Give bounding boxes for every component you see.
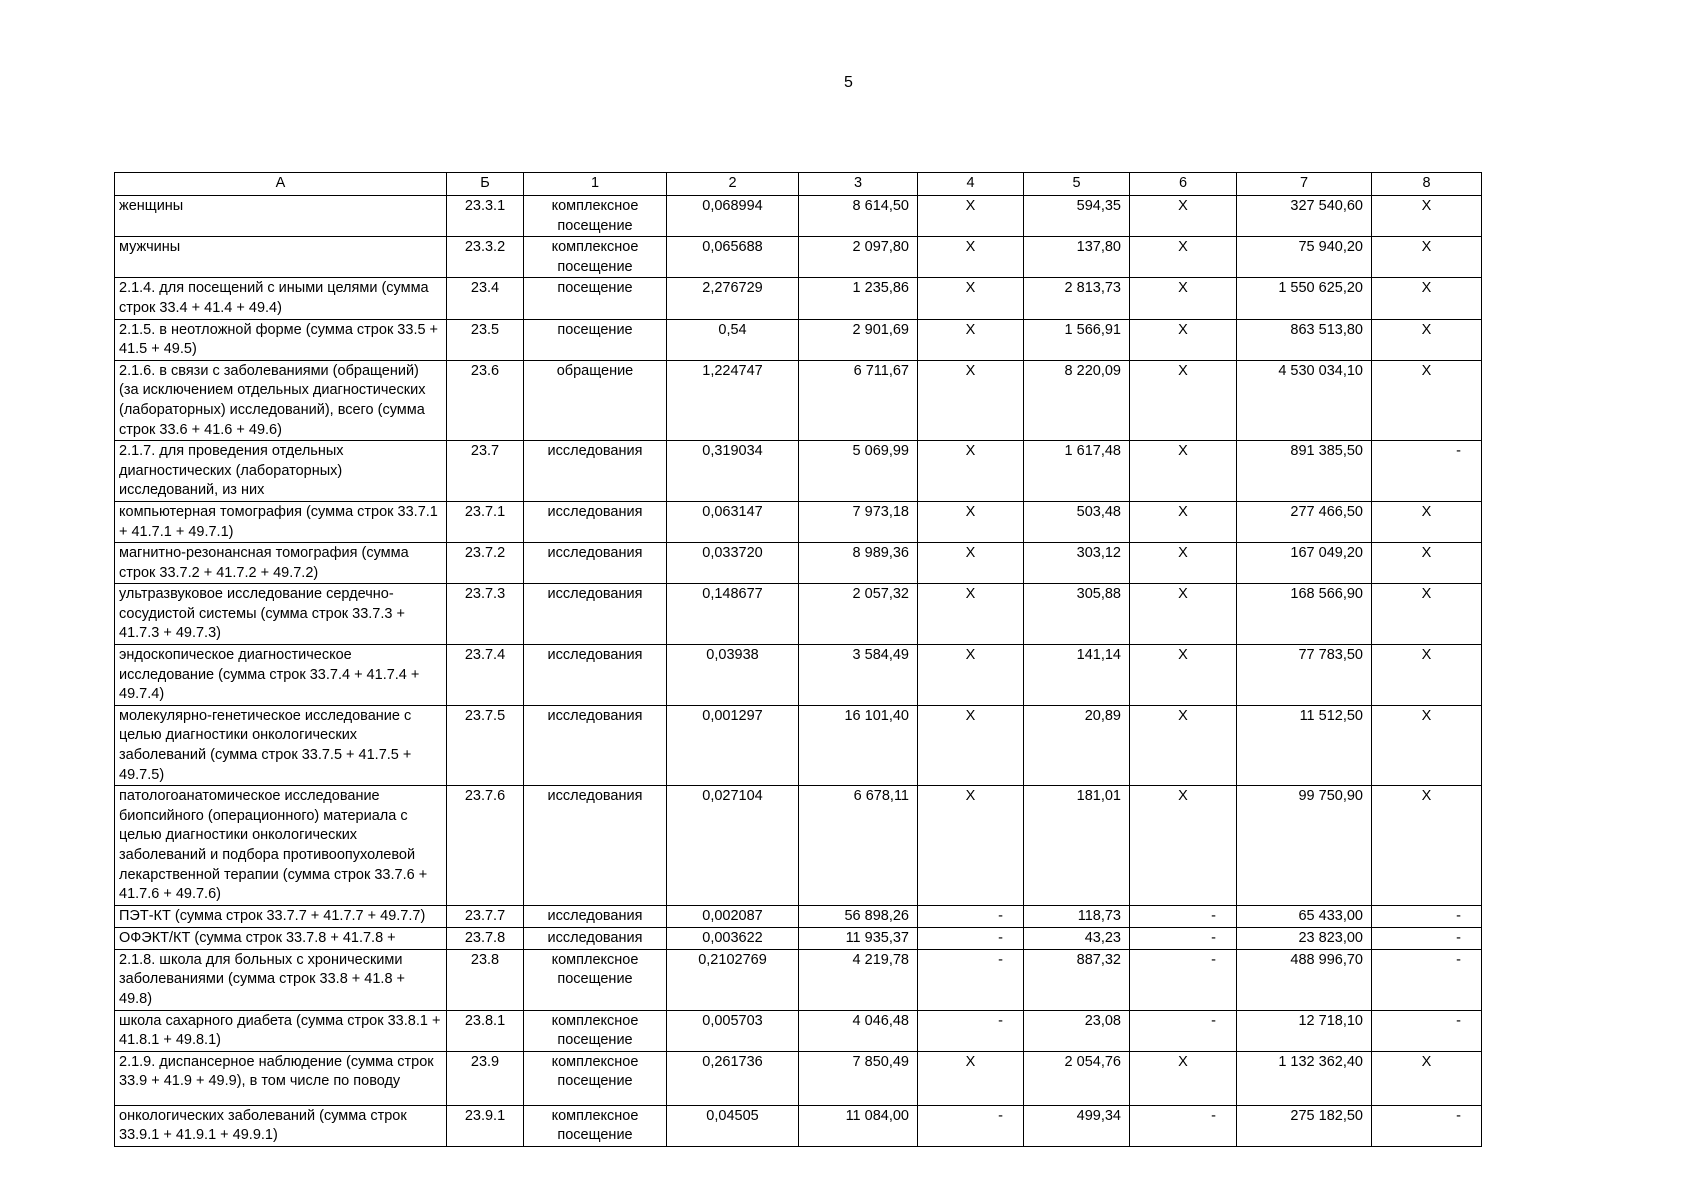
- table-cell-col-3: 16 101,40: [799, 705, 918, 785]
- table-cell-col-a: 2.1.5. в неотложной форме (сумма строк 33.5 + 41.5 + 49.5): [115, 319, 447, 360]
- table-cell-col-3: 7 973,18: [799, 501, 918, 542]
- table-cell-col-3: 2 057,32: [799, 584, 918, 645]
- table-cell-col-6: Х: [1130, 441, 1237, 502]
- table-cell-col-8: Х: [1372, 501, 1482, 542]
- table-cell-col-5: 303,12: [1024, 543, 1130, 584]
- table-cell-col-1: комплексное посещение: [524, 237, 667, 278]
- table-row: [115, 441, 1482, 502]
- table-cell-col-1: исследования: [524, 905, 667, 927]
- table-row: [115, 360, 1482, 440]
- table-cell-col-1: исследования: [524, 501, 667, 542]
- header-cell-col-8: 8: [1372, 173, 1482, 196]
- table-cell-col-a: магнитно-резонансная томография (сумма строк 33.7.2 + 41.7.2 + 49.7.2): [115, 543, 447, 584]
- table-cell-col-3: 56 898,26: [799, 905, 918, 927]
- table-cell-col-1: комплексное посещение: [524, 1051, 667, 1105]
- table-cell-col-a: мужчины: [115, 237, 447, 278]
- table-cell-col-8: Х: [1372, 278, 1482, 319]
- table-cell-col-3: 5 069,99: [799, 441, 918, 502]
- table-cell-col-8: Х: [1372, 645, 1482, 706]
- table-cell-col-7: 23 823,00: [1237, 927, 1372, 949]
- header-cell-col-7: 7: [1237, 173, 1372, 196]
- table-cell-col-7: 4 530 034,10: [1237, 360, 1372, 440]
- table-cell-col-5: 1 617,48: [1024, 441, 1130, 502]
- header-cell-col-4: 4: [918, 173, 1024, 196]
- header-cell-col-3: 3: [799, 173, 918, 196]
- table-cell-col-4: Х: [918, 196, 1024, 237]
- table-cell-col-5: 2 054,76: [1024, 1051, 1130, 1105]
- table-cell-col-6: -: [1130, 1105, 1237, 1146]
- table-cell-col-b: 23.7.2: [447, 543, 524, 584]
- table-cell-col-b: 23.5: [447, 319, 524, 360]
- table-cell-col-b: 23.9: [447, 1051, 524, 1105]
- table-cell-col-3: 7 850,49: [799, 1051, 918, 1105]
- table-cell-col-2: 0,001297: [667, 705, 799, 785]
- table-cell-col-6: Х: [1130, 501, 1237, 542]
- table-cell-col-a: 2.1.9. диспансерное наблюдение (сумма строк 33.9 + 41.9 + 49.9), в том числе по поводу: [115, 1051, 447, 1105]
- table-cell-col-6: Х: [1130, 196, 1237, 237]
- table-cell-col-5: 503,48: [1024, 501, 1130, 542]
- table-cell-col-4: Х: [918, 786, 1024, 906]
- table-row: [115, 584, 1482, 645]
- page-number: 5: [844, 74, 853, 91]
- table-row: [115, 237, 1482, 278]
- table-cell-col-3: 1 235,86: [799, 278, 918, 319]
- table-cell-col-4: Х: [918, 360, 1024, 440]
- table-cell-col-7: 99 750,90: [1237, 786, 1372, 906]
- table-cell-col-8: Х: [1372, 319, 1482, 360]
- table-cell-col-b: 23.3.1: [447, 196, 524, 237]
- table-cell-col-5: 8 220,09: [1024, 360, 1130, 440]
- table-row: [115, 927, 1482, 949]
- table-cell-col-4: -: [918, 927, 1024, 949]
- table-cell-col-b: 23.7.6: [447, 786, 524, 906]
- table-cell-col-4: Х: [918, 319, 1024, 360]
- table-cell-col-2: 0,065688: [667, 237, 799, 278]
- table-cell-col-b: 23.4: [447, 278, 524, 319]
- table-cell-col-6: -: [1130, 927, 1237, 949]
- table-cell-col-7: 65 433,00: [1237, 905, 1372, 927]
- table-cell-col-6: Х: [1130, 278, 1237, 319]
- table-row: [115, 501, 1482, 542]
- table-cell-col-a: 2.1.8. школа для больных с хроническими заболеваниями (сумма строк 33.8 + 41.8 + 49.8): [115, 949, 447, 1010]
- table-cell-col-7: 275 182,50: [1237, 1105, 1372, 1146]
- table-row: [115, 196, 1482, 237]
- table-cell-col-8: Х: [1372, 237, 1482, 278]
- table-cell-col-1: исследования: [524, 786, 667, 906]
- table-cell-col-6: Х: [1130, 360, 1237, 440]
- table-cell-col-b: 23.3.2: [447, 237, 524, 278]
- table-cell-col-a: школа сахарного диабета (сумма строк 33.8.1 + 41.8.1 + 49.8.1): [115, 1010, 447, 1051]
- table-cell-col-6: -: [1130, 949, 1237, 1010]
- table-cell-col-2: 0,04505: [667, 1105, 799, 1146]
- table-cell-col-6: -: [1130, 905, 1237, 927]
- table-cell-col-5: 499,34: [1024, 1105, 1130, 1146]
- table-cell-col-3: 3 584,49: [799, 645, 918, 706]
- table-header-row: [115, 173, 1482, 196]
- table-cell-col-b: 23.7.3: [447, 584, 524, 645]
- table-cell-col-b: 23.6: [447, 360, 524, 440]
- table-cell-col-2: 0,03938: [667, 645, 799, 706]
- table-cell-col-3: 2 097,80: [799, 237, 918, 278]
- table-cell-col-3: 4 046,48: [799, 1010, 918, 1051]
- table-cell-col-4: Х: [918, 584, 1024, 645]
- table-cell-col-8: Х: [1372, 786, 1482, 906]
- table-cell-col-1: исследования: [524, 705, 667, 785]
- table-cell-col-2: 0,319034: [667, 441, 799, 502]
- table-cell-col-3: 6 678,11: [799, 786, 918, 906]
- table-row: [115, 645, 1482, 706]
- table-cell-col-1: исследования: [524, 543, 667, 584]
- table-row: [115, 905, 1482, 927]
- table-cell-col-2: 2,276729: [667, 278, 799, 319]
- table-cell-col-1: комплексное посещение: [524, 1105, 667, 1146]
- table-cell-col-7: 327 540,60: [1237, 196, 1372, 237]
- table-cell-col-b: 23.7.5: [447, 705, 524, 785]
- table-body: [115, 196, 1482, 1147]
- table-cell-col-1: исследования: [524, 927, 667, 949]
- table-row: [115, 705, 1482, 785]
- table-cell-col-b: 23.7: [447, 441, 524, 502]
- table-cell-col-b: 23.8.1: [447, 1010, 524, 1051]
- table-cell-col-a: онкологических заболеваний (сумма строк 33.9.1 + 41.9.1 + 49.9.1): [115, 1105, 447, 1146]
- table-cell-col-a: ОФЭКТ/КТ (сумма строк 33.7.8 + 41.7.8 +: [115, 927, 447, 949]
- table-cell-col-4: -: [918, 1010, 1024, 1051]
- table-cell-col-7: 11 512,50: [1237, 705, 1372, 785]
- table-cell-col-1: комплексное посещение: [524, 196, 667, 237]
- table-cell-col-5: 137,80: [1024, 237, 1130, 278]
- table-cell-col-8: -: [1372, 1105, 1482, 1146]
- table-cell-col-5: 887,32: [1024, 949, 1130, 1010]
- table-cell-col-2: 0,002087: [667, 905, 799, 927]
- table-cell-col-b: 23.7.7: [447, 905, 524, 927]
- header-cell-col-5: 5: [1024, 173, 1130, 196]
- table-cell-col-6: Х: [1130, 319, 1237, 360]
- table-cell-col-3: 6 711,67: [799, 360, 918, 440]
- table-row: [115, 786, 1482, 906]
- table-cell-col-2: 0,033720: [667, 543, 799, 584]
- table-cell-col-5: 43,23: [1024, 927, 1130, 949]
- table-cell-col-4: Х: [918, 501, 1024, 542]
- table-cell-col-8: Х: [1372, 360, 1482, 440]
- table-cell-col-1: посещение: [524, 278, 667, 319]
- table-cell-col-1: комплексное посещение: [524, 1010, 667, 1051]
- table-cell-col-8: -: [1372, 927, 1482, 949]
- table-cell-col-2: 0,027104: [667, 786, 799, 906]
- table-cell-col-5: 1 566,91: [1024, 319, 1130, 360]
- table-cell-col-6: Х: [1130, 237, 1237, 278]
- table-cell-col-5: 181,01: [1024, 786, 1130, 906]
- table-cell-col-5: 20,89: [1024, 705, 1130, 785]
- table-cell-col-2: 0,261736: [667, 1051, 799, 1105]
- table-cell-col-b: 23.8: [447, 949, 524, 1010]
- table-cell-col-5: 305,88: [1024, 584, 1130, 645]
- table-cell-col-1: обращение: [524, 360, 667, 440]
- table-cell-col-b: 23.7.1: [447, 501, 524, 542]
- table-cell-col-6: Х: [1130, 786, 1237, 906]
- table-cell-col-2: 0,54: [667, 319, 799, 360]
- table-cell-col-3: 11 084,00: [799, 1105, 918, 1146]
- table-cell-col-b: 23.9.1: [447, 1105, 524, 1146]
- table-cell-col-4: Х: [918, 441, 1024, 502]
- table-cell-col-4: Х: [918, 645, 1024, 706]
- table-row: [115, 1010, 1482, 1051]
- table-cell-col-7: 168 566,90: [1237, 584, 1372, 645]
- table-cell-col-1: комплексное посещение: [524, 949, 667, 1010]
- table-cell-col-a: молекулярно-генетическое исследование с целью диагностики онкологических заболеваний (сумма строк 33.7.5 + 41.7.5 + 49.7.5): [115, 705, 447, 785]
- table-cell-col-5: 118,73: [1024, 905, 1130, 927]
- table-cell-col-a: ПЭТ-КТ (сумма строк 33.7.7 + 41.7.7 + 49.7.7): [115, 905, 447, 927]
- table-cell-col-8: -: [1372, 905, 1482, 927]
- table-cell-col-6: Х: [1130, 543, 1237, 584]
- table-cell-col-a: 2.1.7. для проведения отдельных диагностических (лабораторных) исследований, из них: [115, 441, 447, 502]
- table-cell-col-a: патологоанатомическое исследование биопсийного (операционного) материала с целью диагностики онкологических заболеваний и подбора противоопухолевой лекарственной терапии (сумма строк 33.7.6 + 41.7.6 + 49.7.6): [115, 786, 447, 906]
- header-cell-col-2: 2: [667, 173, 799, 196]
- table-cell-col-8: Х: [1372, 543, 1482, 584]
- table-cell-col-7: 1 132 362,40: [1237, 1051, 1372, 1105]
- table-cell-col-7: 488 996,70: [1237, 949, 1372, 1010]
- table-row: [115, 1105, 1482, 1146]
- table-row: [115, 319, 1482, 360]
- table-cell-col-4: -: [918, 949, 1024, 1010]
- header-cell-col-1: 1: [524, 173, 667, 196]
- table-cell-col-8: -: [1372, 949, 1482, 1010]
- table-cell-col-b: 23.7.8: [447, 927, 524, 949]
- table-row: [115, 949, 1482, 1010]
- table-cell-col-3: 2 901,69: [799, 319, 918, 360]
- table-cell-col-2: 1,224747: [667, 360, 799, 440]
- table-cell-col-4: Х: [918, 237, 1024, 278]
- table-cell-col-8: Х: [1372, 705, 1482, 785]
- table-cell-col-3: 8 614,50: [799, 196, 918, 237]
- table-row: [115, 1051, 1482, 1105]
- table-cell-col-6: Х: [1130, 645, 1237, 706]
- table-cell-col-6: -: [1130, 1010, 1237, 1051]
- table-cell-col-a: эндоскопическое диагностическое исследование (сумма строк 33.7.4 + 41.7.4 + 49.7.4): [115, 645, 447, 706]
- table-cell-col-3: 8 989,36: [799, 543, 918, 584]
- table-cell-col-6: Х: [1130, 705, 1237, 785]
- table-cell-col-2: 0,005703: [667, 1010, 799, 1051]
- table-cell-col-7: 167 049,20: [1237, 543, 1372, 584]
- data-table-container: [114, 172, 1482, 1147]
- table-cell-col-a: женщины: [115, 196, 447, 237]
- table-cell-col-3: 4 219,78: [799, 949, 918, 1010]
- table-cell-col-a: ультразвуковое исследование сердечно-сосудистой системы (сумма строк 33.7.3 + 41.7.3 + 49.7.3): [115, 584, 447, 645]
- table-cell-col-5: 2 813,73: [1024, 278, 1130, 319]
- table-cell-col-6: Х: [1130, 1051, 1237, 1105]
- data-table: [114, 172, 1482, 1147]
- table-row: [115, 278, 1482, 319]
- table-cell-col-1: исследования: [524, 441, 667, 502]
- table-cell-col-b: 23.7.4: [447, 645, 524, 706]
- table-cell-col-4: -: [918, 1105, 1024, 1146]
- table-cell-col-4: Х: [918, 278, 1024, 319]
- table-cell-col-2: 0,148677: [667, 584, 799, 645]
- table-cell-col-2: 0,068994: [667, 196, 799, 237]
- table-cell-col-8: -: [1372, 441, 1482, 502]
- table-cell-col-7: 12 718,10: [1237, 1010, 1372, 1051]
- table-cell-col-a: 2.1.6. в связи с заболеваниями (обращений) (за исключением отдельных диагностических (лабораторных) исследований), всего (сумма строк 33.6 + 41.6 + 49.6): [115, 360, 447, 440]
- table-cell-col-8: Х: [1372, 196, 1482, 237]
- table-cell-col-8: Х: [1372, 584, 1482, 645]
- table-cell-col-2: 0,2102769: [667, 949, 799, 1010]
- table-cell-col-8: Х: [1372, 1051, 1482, 1105]
- table-cell-col-1: исследования: [524, 584, 667, 645]
- table-row: [115, 543, 1482, 584]
- table-cell-col-7: 75 940,20: [1237, 237, 1372, 278]
- table-cell-col-4: Х: [918, 1051, 1024, 1105]
- table-cell-col-7: 77 783,50: [1237, 645, 1372, 706]
- table-cell-col-4: Х: [918, 705, 1024, 785]
- header-cell-col-a: А: [115, 173, 447, 196]
- table-cell-col-2: 0,063147: [667, 501, 799, 542]
- table-cell-col-4: -: [918, 905, 1024, 927]
- header-cell-col-6: 6: [1130, 173, 1237, 196]
- table-cell-col-7: 863 513,80: [1237, 319, 1372, 360]
- header-cell-col-b: Б: [447, 173, 524, 196]
- table-cell-col-2: 0,003622: [667, 927, 799, 949]
- table-cell-col-5: 594,35: [1024, 196, 1130, 237]
- table-cell-col-7: 1 550 625,20: [1237, 278, 1372, 319]
- table-cell-col-4: Х: [918, 543, 1024, 584]
- table-cell-col-5: 23,08: [1024, 1010, 1130, 1051]
- table-cell-col-1: посещение: [524, 319, 667, 360]
- table-cell-col-5: 141,14: [1024, 645, 1130, 706]
- table-cell-col-1: исследования: [524, 645, 667, 706]
- table-cell-col-a: компьютерная томография (сумма строк 33.7.1 + 41.7.1 + 49.7.1): [115, 501, 447, 542]
- table-cell-col-8: -: [1372, 1010, 1482, 1051]
- table-cell-col-7: 891 385,50: [1237, 441, 1372, 502]
- table-cell-col-3: 11 935,37: [799, 927, 918, 949]
- table-cell-col-a: 2.1.4. для посещений с иными целями (сумма строк 33.4 + 41.4 + 49.4): [115, 278, 447, 319]
- table-cell-col-6: Х: [1130, 584, 1237, 645]
- table-cell-col-7: 277 466,50: [1237, 501, 1372, 542]
